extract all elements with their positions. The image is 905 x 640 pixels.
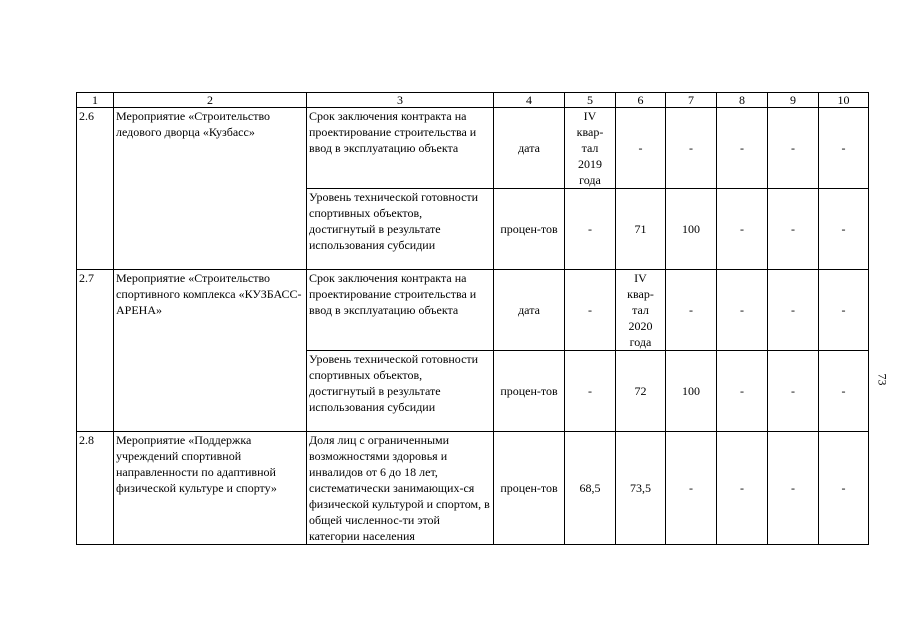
header-cell: 8 (717, 93, 768, 108)
unit-cell: процен-тов (494, 189, 565, 270)
page-number: 73 (875, 373, 890, 386)
value-cell: - (768, 432, 819, 545)
value-cell: - (717, 351, 768, 432)
header-cell: 4 (494, 93, 565, 108)
value-cell: IV квар-тал 2019 года (565, 108, 616, 189)
value-cell: - (565, 351, 616, 432)
measure-name: Мероприятие «Строительство ледового дворца «Кузбасс» (114, 108, 307, 270)
unit-cell: дата (494, 108, 565, 189)
value-cell: 72 (616, 351, 666, 432)
header-cell: 3 (307, 93, 494, 108)
table-row (77, 108, 869, 189)
value-cell: - (717, 189, 768, 270)
unit-cell: процен-тов (494, 351, 565, 432)
header-cell: 5 (565, 93, 616, 108)
value-cell: 73,5 (616, 432, 666, 545)
indicator-text: Доля лиц с ограниченными возможностями здоровья и инвалидов от 6 до 18 лет, систематически занимающих-ся физической культурой и спортом, в общей численнос-ти этой категории населения (307, 432, 494, 545)
header-cell: 2 (114, 93, 307, 108)
value-cell: - (768, 108, 819, 189)
value-cell: - (768, 270, 819, 351)
measure-name: Мероприятие «Поддержка учреждений спортивной направленности по адаптивной физической культуре и спорту» (114, 432, 307, 545)
header-cell: 6 (616, 93, 666, 108)
value-cell: - (819, 432, 869, 545)
value-cell: - (565, 270, 616, 351)
value-cell: - (768, 189, 819, 270)
value-cell: - (616, 108, 666, 189)
value-cell: - (666, 432, 717, 545)
value-cell: - (819, 270, 869, 351)
value-cell: 100 (666, 189, 717, 270)
header-row (77, 93, 869, 108)
value-cell: - (666, 270, 717, 351)
value-cell: 68,5 (565, 432, 616, 545)
row-number: 2.6 (77, 108, 114, 270)
value-cell: - (717, 270, 768, 351)
unit-cell: процен-тов (494, 432, 565, 545)
table-row (77, 432, 869, 545)
header-cell: 1 (77, 93, 114, 108)
value-cell: - (666, 108, 717, 189)
value-cell: - (717, 108, 768, 189)
indicator-text: Уровень технической готовности спортивных объектов, достигнутый в результате использования субсидии (307, 189, 494, 270)
unit-cell: дата (494, 270, 565, 351)
row-number: 2.7 (77, 270, 114, 432)
indicator-text: Срок заключения контракта на проектирование строительства и ввод в эксплуатацию объекта (307, 270, 494, 351)
value-cell: - (768, 351, 819, 432)
row-number: 2.8 (77, 432, 114, 545)
value-cell: - (565, 189, 616, 270)
indicator-text: Уровень технической готовности спортивных объектов, достигнутый в результате использования субсидии (307, 351, 494, 432)
indicator-text: Срок заключения контракта на проектирование строительства и ввод в эксплуатацию объекта (307, 108, 494, 189)
value-cell: 71 (616, 189, 666, 270)
value-cell: - (819, 351, 869, 432)
value-cell: 100 (666, 351, 717, 432)
value-cell: - (819, 108, 869, 189)
measure-name: Мероприятие «Строительство спортивного комплекса «КУЗБАСС-АРЕНА» (114, 270, 307, 432)
value-cell: - (819, 189, 869, 270)
indicators-table (76, 92, 869, 545)
table-row (77, 270, 869, 351)
header-cell: 7 (666, 93, 717, 108)
value-cell: IV квар-тал 2020 года (616, 270, 666, 351)
value-cell: - (717, 432, 768, 545)
header-cell: 10 (819, 93, 869, 108)
header-cell: 9 (768, 93, 819, 108)
